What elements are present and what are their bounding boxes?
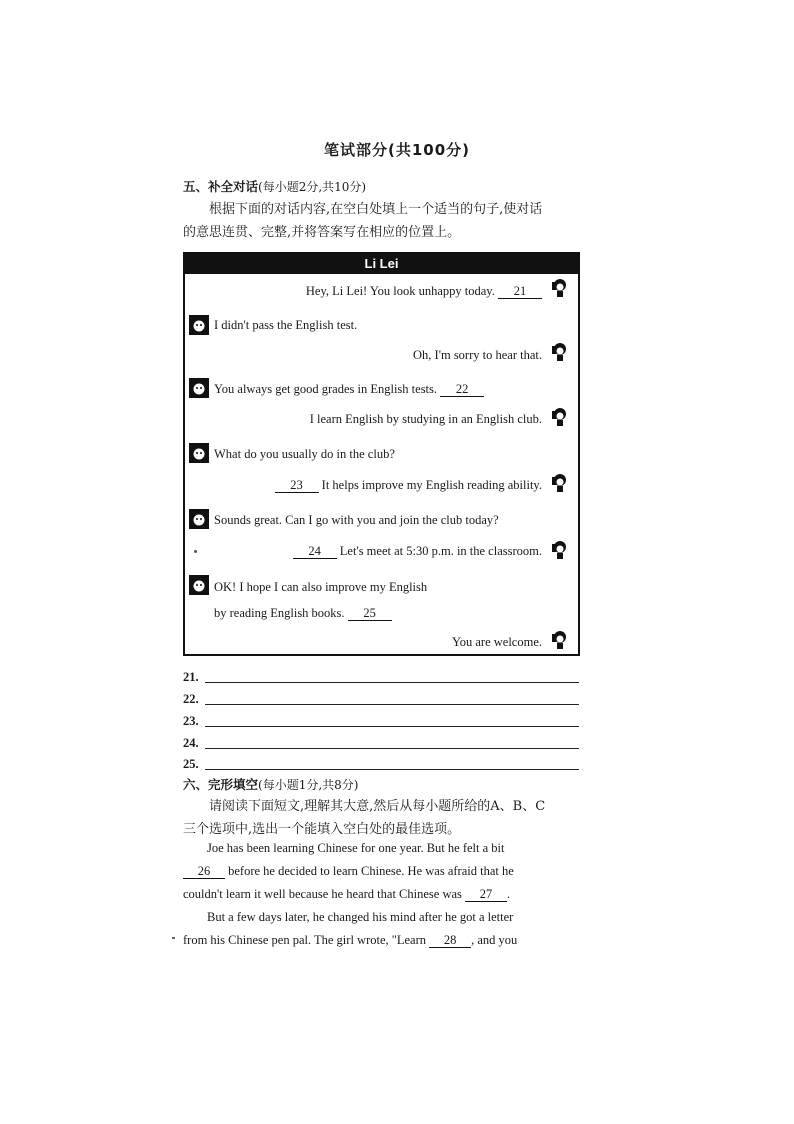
answer-underline (205, 682, 579, 683)
cloze-line-5 (183, 929, 580, 952)
blank-25: 25 (348, 606, 392, 621)
cloze-line-2 (183, 860, 580, 883)
answer-underline (205, 769, 579, 770)
answer-number: 22. (183, 692, 199, 706)
dialogue-text: OK! I hope I can also improve my English (214, 580, 428, 594)
dialogue-box (183, 252, 580, 656)
boy-avatar-icon (189, 443, 209, 463)
answer-number: 23. (183, 714, 199, 728)
section5-instruction (183, 198, 581, 244)
answer-line-24[interactable] (183, 731, 579, 751)
cloze-passage (183, 837, 580, 952)
cloze-text: , and you (471, 933, 518, 947)
cloze-line-3 (183, 883, 580, 906)
blank-21: 21 (498, 284, 542, 299)
girl-avatar-icon (550, 540, 570, 560)
dialogue-line (275, 478, 542, 493)
boy-avatar-icon (189, 509, 209, 529)
answer-underline (205, 704, 579, 705)
dialogue-line (214, 447, 395, 462)
dialogue-line (306, 284, 542, 299)
answer-number: 24. (183, 736, 199, 750)
dialogue-text: What do you usually do in the club? (214, 447, 395, 461)
cloze-text: Joe has been learning Chinese for one year. But he felt a bit (207, 841, 505, 855)
dialogue-line (310, 412, 542, 427)
dialogue-text: Hey, Li Lei! You look unhappy today. (305, 284, 495, 298)
dialogue-text: I learn English by studying in an English club. (309, 412, 542, 426)
answer-number: 25. (183, 757, 199, 771)
blank-28: 28 (429, 933, 471, 948)
blank-22: 22 (440, 382, 484, 397)
cloze-line-1 (183, 837, 580, 860)
section6-instruction-line2: 三个选项中,选出一个能填入空白处的最佳选项。 (183, 822, 461, 837)
answer-line-23[interactable] (183, 709, 579, 729)
speck (172, 937, 175, 939)
dialogue-text: It helps improve my English reading ability. (321, 478, 542, 492)
dialogue-text: You always get good grades in English tests. (214, 382, 438, 396)
dialogue-line (214, 606, 392, 621)
dialogue-line (214, 580, 427, 595)
dialogue-line (214, 318, 357, 333)
blank-27: 27 (465, 887, 507, 902)
speck (194, 550, 197, 553)
page-title: 笔试部分(共100分) (323, 141, 471, 159)
boy-avatar-icon (189, 315, 209, 335)
section5-heading (183, 177, 366, 195)
girl-avatar-icon (550, 342, 570, 362)
dialogue-line (413, 348, 542, 363)
dialogue-text: I didn't pass the English test. (214, 318, 358, 332)
section5-instruction-line2: 的意思连贯、完整,并将答案写在相应的位置上。 (183, 225, 461, 240)
cloze-text: from his Chinese pen pal. The girl wrote, "Learn (183, 933, 426, 947)
dialogue-text: Sounds great. Can I go with you and join the club today? (214, 513, 499, 527)
cloze-text: . (507, 887, 511, 901)
girl-avatar-icon (550, 473, 570, 493)
cloze-text: But a few days later, he changed his mind after he got a letter (207, 910, 514, 924)
section6-note: (每小题1分,共8分) (258, 778, 359, 792)
answer-number: 21. (183, 670, 199, 684)
dialogue-text: by reading English books. (214, 606, 345, 620)
blank-23: 23 (275, 478, 319, 493)
blank-24: 24 (293, 544, 337, 559)
section5-heading-text: 五、补全对话 (183, 179, 259, 194)
dialogue-line (214, 382, 484, 397)
dialogue-line (452, 635, 542, 650)
dialogue-text: You are welcome. (451, 635, 542, 649)
boy-avatar-icon (189, 575, 209, 595)
boy-avatar-icon (189, 378, 209, 398)
girl-avatar-icon (550, 630, 570, 650)
dialogue-line (214, 513, 499, 528)
cloze-text: couldn't learn it well because he heard that Chinese was (183, 887, 462, 901)
dialogue-text: Oh, I'm sorry to hear that. (413, 348, 542, 362)
answer-line-25[interactable] (183, 752, 579, 772)
girl-avatar-icon (550, 278, 570, 298)
dialogue-text: Let's meet at 5:30 p.m. in the classroom. (339, 544, 542, 558)
answer-underline (205, 726, 579, 727)
section5-note: (每小题2分,共10分) (258, 180, 367, 194)
dialogue-line (293, 544, 542, 559)
dialogue-title: Li Lei (185, 254, 578, 274)
answer-line-21[interactable] (183, 665, 579, 685)
girl-avatar-icon (550, 407, 570, 427)
section6-heading (183, 775, 358, 793)
answer-line-22[interactable] (183, 687, 579, 707)
section6-instruction (183, 795, 581, 841)
section5-instruction-line1: 根据下面的对话内容,在空白处填上一个适当的句子,使对话 (209, 202, 543, 217)
cloze-text: before he decided to learn Chinese. He was afraid that he (228, 864, 514, 878)
cloze-line-4 (183, 906, 580, 929)
blank-26: 26 (183, 864, 225, 879)
section6-instruction-line1: 请阅读下面短文,理解其大意,然后从每小题所给的A、B、C (209, 799, 546, 814)
section6-heading-text: 六、完形填空 (183, 777, 259, 792)
answer-underline (205, 748, 579, 749)
